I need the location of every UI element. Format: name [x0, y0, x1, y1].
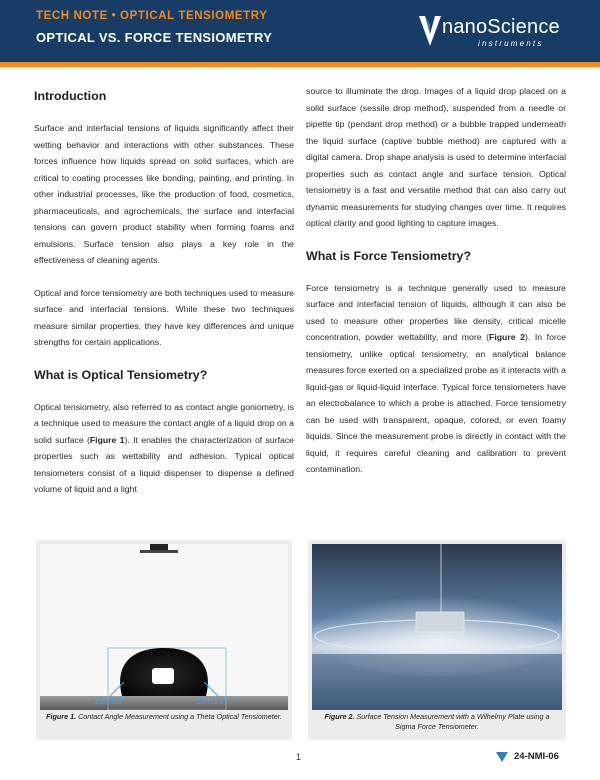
- figure-2-reference: Figure 2: [489, 332, 525, 342]
- force-heading: What is Force Tensiometry?: [306, 248, 472, 263]
- logo-mark-icon: [418, 14, 442, 48]
- footer-logo-mark-icon: [496, 752, 508, 762]
- right-column: [306, 83, 566, 494]
- intro-paragraph-2: Optical and force tensiometry are both techniques used to measure surface and interfacial tensions. While these two techniques measure similar properties, they have key differences and unique strengths for certain applications.: [34, 287, 294, 347]
- header-accent-bar: [0, 62, 600, 67]
- left-column: [34, 88, 294, 514]
- force-paragraph-1: Force tensiometry is a technique generally used to measure surface and interfacial tension of liquids, although it can also be used to measure other properties like density, critical micelle concentration, powder wettability, and more (Figure 2). In force tensiometry, unlike optical tensiometry, an analytical balance measures force exerted on a specialized probe as it interacts with a liquid-gas or liquid-liquid interface. Typical force tensiometers have an electrobalance to which a probe is attached. Force tensiometry can be used with transparent, opaque, colored, or even foamy liquids. Since the measurement probe is directly in contact with the liquid, it requires careful cleaning and calibration to prevent contamination.: [306, 282, 566, 474]
- optical-paragraph-continued: source to illuminate the drop. Images of a liquid drop placed on a solid surface (sessile drop method), suspended from a needle or pipette tip (pendant drop method) or a bubble trapped underneath the liquid surface (captive bubble method) are captured with a digital camera. Drop shape analysis is used to determine interfacial properties such as contact angle and surface tension. Optical tensiometry is a fast and versatile method that can also carry out dynamic measurements for studying changes over time. It requires optical clarity and good lighting to capture images.: [306, 86, 566, 228]
- contact-angle-image: [40, 544, 288, 710]
- wilhelmy-plate-image: [312, 544, 562, 710]
- left-angle-label: 134.68°: [94, 696, 126, 706]
- logo-brand-text: nanoScience: [442, 16, 560, 38]
- header-banner: [0, 0, 600, 62]
- page-number: 1: [296, 752, 302, 762]
- nanoscience-logo: [418, 14, 578, 50]
- figure-1-caption: Figure 1. Contact Angle Measurement using a Theta Optical Tensiometer.: [46, 712, 282, 721]
- intro-heading: Introduction: [34, 89, 107, 103]
- intro-paragraph-1: Surface and interfacial tensions of liquids significantly affect their wetting behavior and interactions with other substances. These forces influence how liquids spread on solid surfaces, which are critical to coating processes like bonding, painting, and printing. In other industrial processes, like the production of food, cosmetics, pharmaceuticals, and agrochemicals, the surface and interfacial tensions can govern product stability when forming foams and emulsions. Surface tension also plays a key role in the effectiveness of cleaning agents.: [34, 123, 294, 265]
- optical-heading: What is Optical Tensiometry?: [34, 367, 208, 382]
- figure-2: [308, 540, 566, 740]
- figure-1-reference: Figure 1: [89, 434, 125, 445]
- optical-paragraph-1: Optical tensiometry, also referred to as contact angle goniometry, is a technique used to measure the contact angle of a liquid drop on a solid surface (Figure 1). It enables the characterization of surface properties such as wettability and adhesion. Typical optical tensiometers consist of a liquid dispenser to dispense a defined volume of liquid and a light: [34, 401, 295, 494]
- right-angle-label: 137.23°: [196, 696, 228, 706]
- figure-1: [36, 540, 292, 740]
- logo-sub-text: instruments: [478, 39, 544, 48]
- figure-2-caption: Figure 2. Surface Tension Measurement with a Wilhelmy Plate using a Sigma Force Tensiometer.: [324, 712, 550, 731]
- document-code: 24-NMI-06: [514, 751, 559, 762]
- tech-note-tag: TECH NOTE • OPTICAL TENSIOMETRY: [36, 10, 268, 22]
- document-title: OPTICAL VS. FORCE TENSIOMETRY: [36, 30, 273, 45]
